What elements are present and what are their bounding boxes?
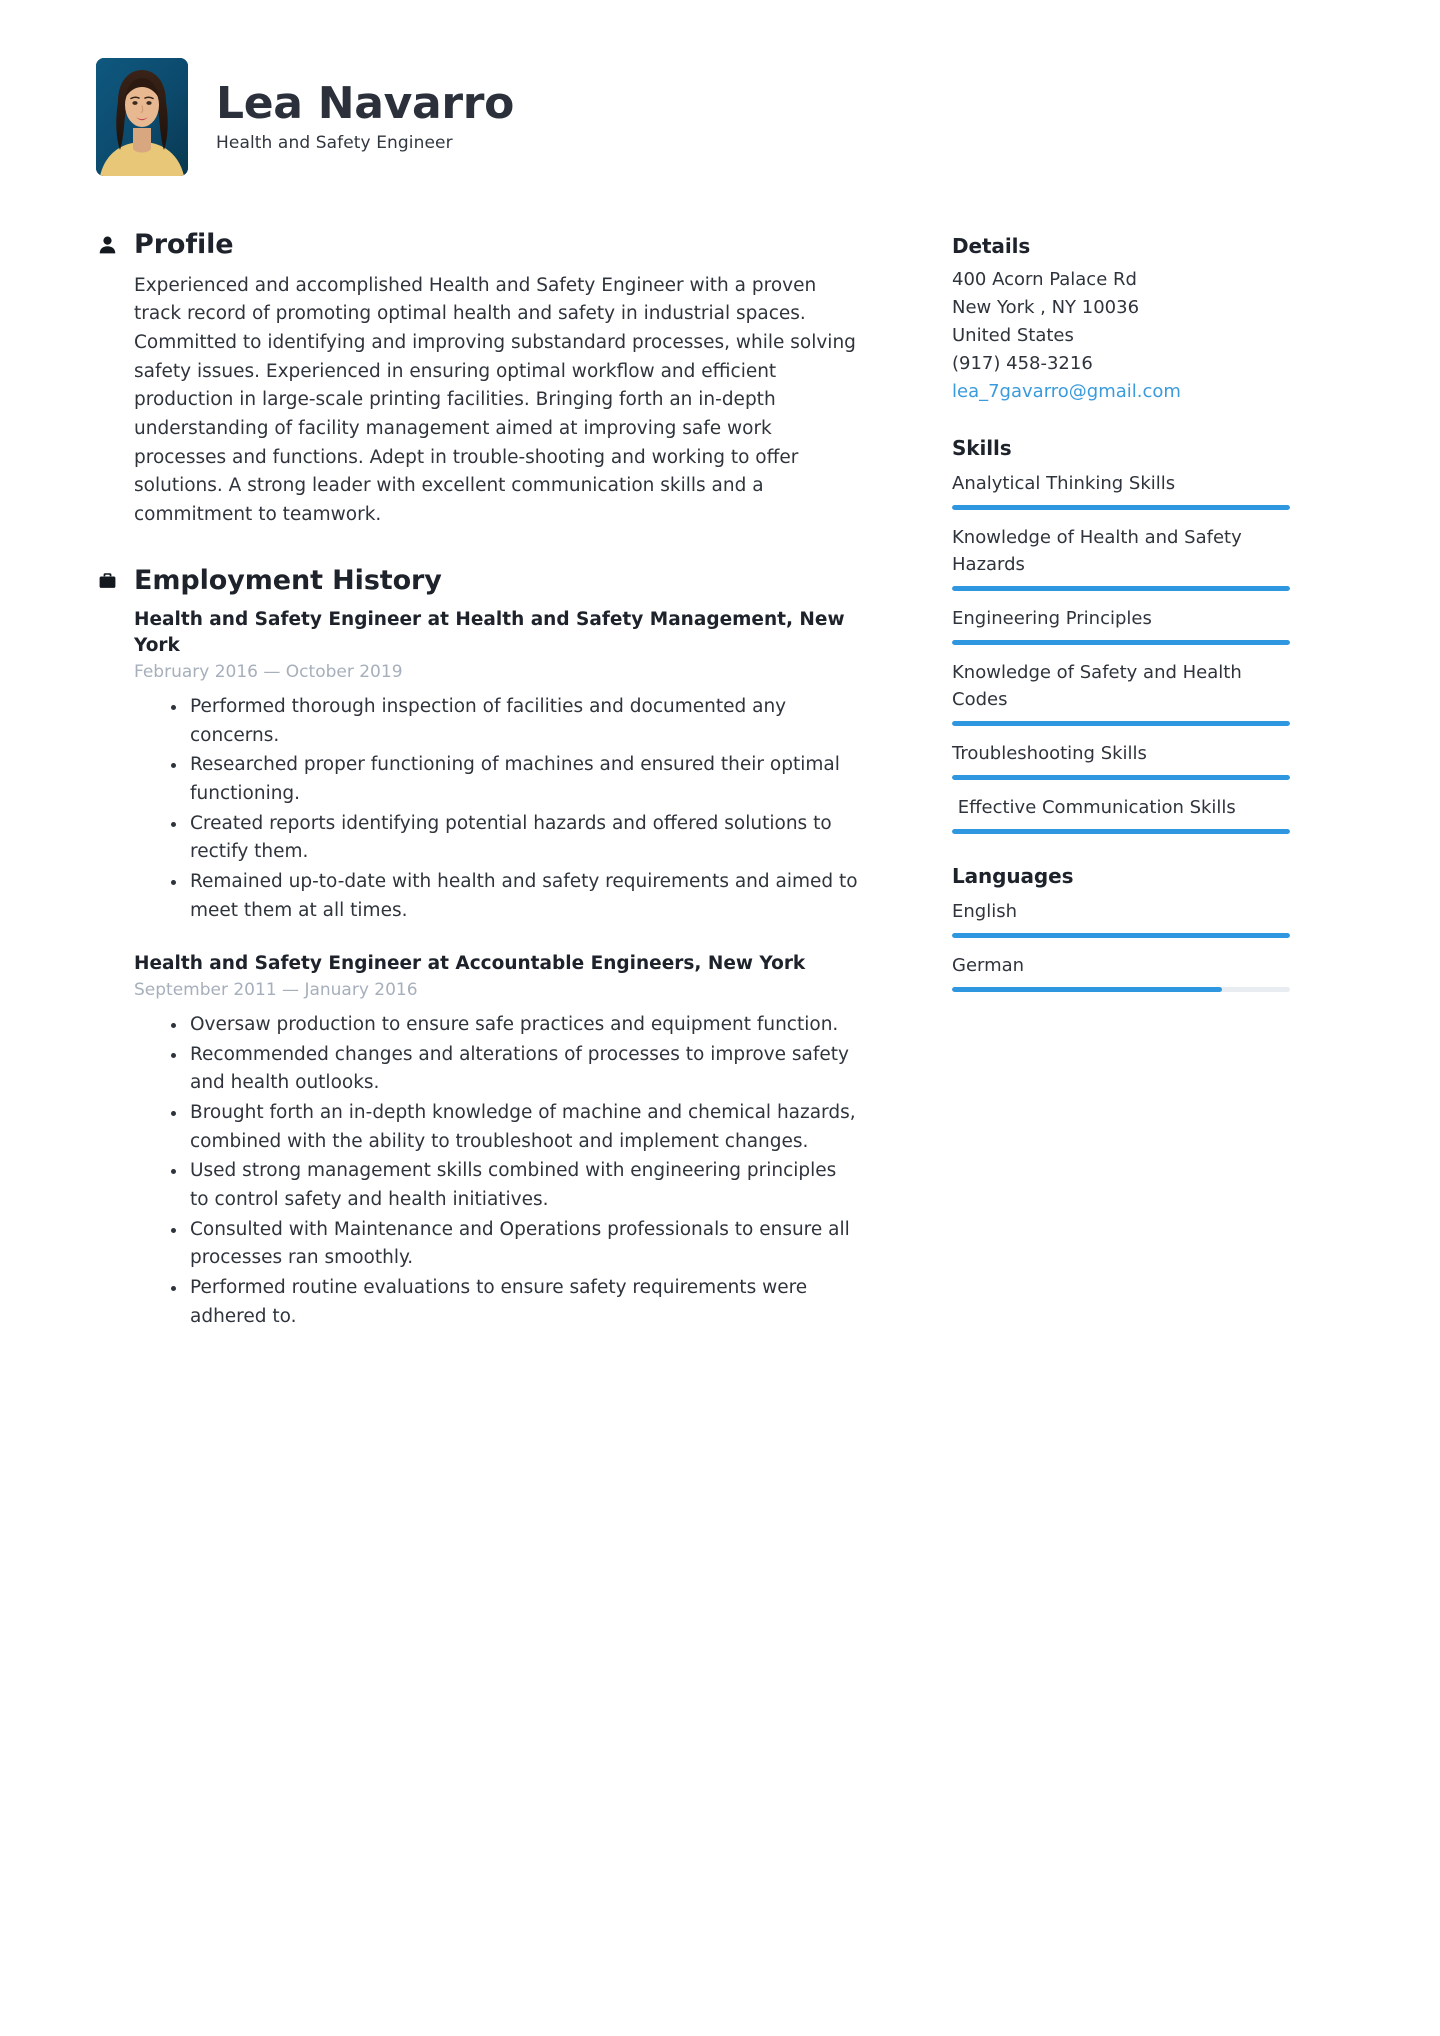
- job-bullet: Brought forth an in-depth knowledge of machine and chemical hazards, combined with the ability to troubleshoot and implement changes.: [168, 1099, 860, 1156]
- skill-label: Troubleshooting Skills: [952, 743, 1147, 765]
- job-dates: September 2011 — January 2016: [134, 980, 418, 1001]
- profile-heading-row: [96, 230, 860, 260]
- profile-body: [96, 272, 860, 530]
- job-bullet: Created reports identifying potential hazards and offered solutions to rectify them.: [168, 810, 860, 867]
- skill-level-track: [952, 586, 1290, 591]
- skill-item: [952, 603, 1280, 645]
- skill-level-fill: [952, 505, 1290, 510]
- language-level-track: [952, 987, 1290, 992]
- avatar: [96, 58, 188, 176]
- job-bullet: Researched proper functioning of machines and ensured their optimal functioning.: [168, 751, 860, 808]
- content-columns: [0, 176, 1440, 1367]
- employment-body: [96, 607, 860, 1331]
- language-label: German: [952, 955, 1025, 977]
- skill-label: Analytical Thinking Skills: [952, 473, 1176, 495]
- language-item: [952, 896, 1280, 938]
- skill-level-fill: [952, 829, 1290, 834]
- sidebar-column: [860, 230, 1280, 1022]
- section-languages: [952, 864, 1280, 992]
- header-job-title: Health and Safety Engineer: [216, 133, 453, 154]
- job-entry: [134, 951, 860, 1331]
- skill-level-track: [952, 721, 1290, 726]
- skill-item: [952, 792, 1280, 834]
- skill-item: [952, 522, 1280, 591]
- skills-title: Skills: [952, 436, 1012, 461]
- skill-item: [952, 468, 1280, 510]
- header-text: [216, 77, 515, 154]
- job-bullet: Remained up-to-date with health and safety requirements and aimed to meet them at all times.: [168, 868, 860, 925]
- detail-address-city: New York , NY 10036: [952, 297, 1140, 319]
- detail-phone: (917) 458-3216: [952, 353, 1093, 375]
- job-entry: [134, 607, 860, 925]
- skill-level-track: [952, 829, 1290, 834]
- language-level-fill: [952, 987, 1222, 992]
- language-level-fill: [952, 933, 1290, 938]
- skill-item: [952, 657, 1280, 726]
- employment-heading-row: [96, 566, 860, 596]
- languages-title: Languages: [952, 864, 1074, 889]
- skill-level-track: [952, 640, 1290, 645]
- skill-level-track: [952, 505, 1290, 510]
- profile-title: Profile: [134, 229, 234, 260]
- resume-header: [0, 0, 1440, 176]
- main-column: [0, 230, 860, 1367]
- job-bullet: Performed thorough inspection of facilities and documented any concerns.: [168, 693, 860, 750]
- language-label: English: [952, 901, 1017, 923]
- skill-level-fill: [952, 775, 1290, 780]
- briefcase-icon: [96, 568, 118, 594]
- person-icon: [96, 232, 118, 258]
- language-item: [952, 950, 1280, 992]
- skill-item: [952, 738, 1280, 780]
- skill-label: Knowledge of Safety and Health Codes: [952, 662, 1248, 711]
- job-title: Health and Safety Engineer at Health and Safety Management, New York: [134, 609, 845, 657]
- job-bullet: Consulted with Maintenance and Operations professionals to ensure all processes ran smoothly.: [168, 1216, 860, 1273]
- skill-label: Knowledge of Health and Safety Hazards: [952, 527, 1248, 576]
- details-title: Details: [952, 234, 1031, 258]
- section-employment: [96, 566, 860, 1332]
- section-details: [952, 234, 1280, 406]
- section-profile: [96, 230, 860, 530]
- skill-level-fill: [952, 640, 1290, 645]
- skill-level-fill: [952, 586, 1290, 591]
- skill-label: Effective Communication Skills: [952, 797, 1236, 819]
- skill-level-track: [952, 775, 1290, 780]
- job-bullet: Oversaw production to ensure safe practices and equipment function.: [168, 1011, 860, 1040]
- job-bullet: Used strong management skills combined with engineering principles to control safety and health initiatives.: [168, 1157, 860, 1214]
- job-title: Health and Safety Engineer at Accountable Engineers, New York: [134, 953, 806, 975]
- language-level-track: [952, 933, 1290, 938]
- detail-address-street: 400 Acorn Palace Rd: [952, 269, 1137, 290]
- employment-title: Employment History: [134, 564, 442, 596]
- skill-label: Engineering Principles: [952, 608, 1152, 630]
- job-bullet: Recommended changes and alterations of processes to improve safety and health outlooks.: [168, 1041, 860, 1098]
- job-bullet-list: [134, 1011, 860, 1331]
- page-title: Lea Navarro: [216, 77, 515, 129]
- job-bullet-list: [134, 693, 860, 925]
- skill-level-fill: [952, 721, 1290, 726]
- section-skills: [952, 436, 1280, 834]
- job-bullet: Performed routine evaluations to ensure safety requirements were adhered to.: [168, 1274, 860, 1331]
- detail-email-link[interactable]: lea_7gavarro@gmail.com: [952, 381, 1181, 403]
- job-dates: February 2016 — October 2019: [134, 662, 403, 683]
- profile-text: Experienced and accomplished Health and Safety Engineer with a proven track record of promoting optimal health and safety in industrial spaces. Committed to identifying and improving substandard processes, while solving safety issues. Experienced in ensuring optimal workflow and efficient production in large-scale printing facilities. Bringing forth an in-depth understanding of facility management aimed at improving safe work processes and functions. Adept in trouble-shooting and working to offer solutions. A strong leader with excellent communication skills and a commitment to teamwork.: [134, 274, 856, 526]
- detail-address-country: United States: [952, 325, 1074, 347]
